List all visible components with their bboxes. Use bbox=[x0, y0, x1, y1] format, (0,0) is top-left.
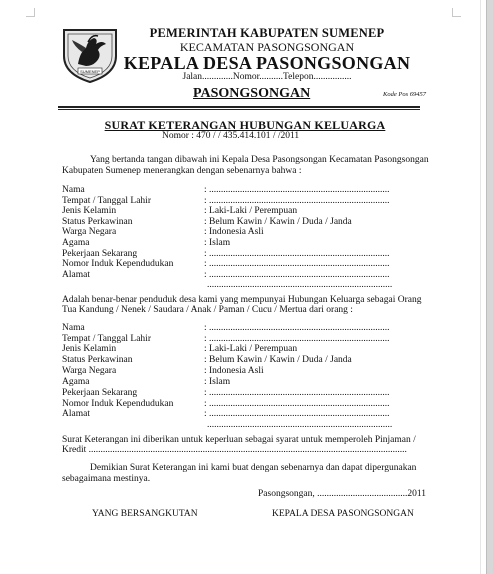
field-label: Nomor Induk Kependudukan bbox=[62, 259, 174, 269]
relation-line-2: Tua Kandung / Nenek / Saudara / Anak / Paman / Cucu / Mertua dari orang : bbox=[62, 305, 353, 315]
field-value: : Indonesia Asli bbox=[204, 227, 264, 237]
field-value: : ............................................................................ bbox=[204, 259, 390, 269]
field-label: Agama bbox=[62, 238, 90, 248]
place-date: Pasongsongan, ......................................2011 bbox=[258, 489, 427, 499]
field-label: Agama bbox=[62, 377, 90, 387]
letter-number: Nomor : 470 / / 435.414.101 / /2011 bbox=[162, 131, 300, 141]
field-value: : Laki-Laki / Perempuan bbox=[204, 344, 298, 354]
page-right-edge bbox=[486, 0, 493, 574]
field-label: Alamat bbox=[62, 409, 90, 419]
field-value: : ............................................................................ bbox=[204, 249, 390, 259]
field-value: : Islam bbox=[204, 377, 231, 387]
field-label: Tempat / Tanggal Lahir bbox=[62, 334, 151, 344]
field-value: : ............................................................................ bbox=[204, 388, 390, 398]
field-value: : Indonesia Asli bbox=[204, 366, 264, 376]
field-label: Tempat / Tanggal Lahir bbox=[62, 196, 151, 206]
letterhead-rule-thin bbox=[58, 109, 420, 110]
field-label: Pekerjaan Sekarang bbox=[62, 388, 138, 398]
letterhead-rule-thick bbox=[58, 106, 420, 108]
field-label: Alamat bbox=[62, 270, 90, 280]
field-label: Nama bbox=[62, 185, 85, 195]
margin-corner-mark bbox=[26, 8, 35, 17]
field-value: : Belum Kawin / Kawin / Duda / Janda bbox=[204, 355, 352, 365]
field-value: : Laki-Laki / Perempuan bbox=[204, 206, 298, 216]
closing-line-1: Demikian Surat Keterangan ini kami buat dengan sebenarnya dan dapat dipergunakan bbox=[90, 463, 417, 473]
purpose-line-2: Kredit ...................................................................................................................................... bbox=[62, 445, 407, 455]
field-value: : Belum Kawin / Kawin / Duda / Janda bbox=[204, 217, 352, 227]
intro-line-2: Kabupaten Sumenep menerangkan dengan sebenarnya bahwa : bbox=[62, 166, 302, 176]
letterhead-government: PEMERINTAH KABUPATEN SUMENEP bbox=[149, 26, 385, 40]
field-label: Status Perkawinan bbox=[62, 217, 133, 227]
field-value: : ............................................................................ bbox=[204, 270, 390, 280]
field-label: Warga Negara bbox=[62, 366, 117, 376]
closing-line-2: sebagaimana mestinya. bbox=[62, 474, 151, 484]
address-continuation: .............................................................................. bbox=[207, 280, 393, 290]
intro-line-1: Yang bertanda tangan dibawah ini Kepala Desa Pasongsongan Kecamatan Pasongsongan bbox=[90, 155, 429, 165]
field-label: Nomor Induk Kependudukan bbox=[62, 399, 174, 409]
field-value: : ............................................................................ bbox=[204, 323, 390, 333]
address-continuation: .............................................................................. bbox=[207, 420, 393, 430]
margin-corner-mark bbox=[452, 8, 461, 17]
field-value: : ............................................................................ bbox=[204, 409, 390, 419]
field-label: Jenis Kelamin bbox=[62, 344, 117, 354]
field-label: Nama bbox=[62, 323, 85, 333]
field-label: Pekerjaan Sekarang bbox=[62, 249, 138, 259]
letterhead-district: KECAMATAN PASONGSONGAN bbox=[179, 40, 355, 54]
field-value: : ............................................................................ bbox=[204, 399, 390, 409]
letterhead-village: PASONGSONGAN bbox=[193, 86, 311, 101]
field-value: : ............................................................................ bbox=[204, 185, 390, 195]
letterhead-office: KEPALA DESA PASONGSONGAN bbox=[123, 53, 411, 73]
signature-left-label: YANG BERSANGKUTAN bbox=[92, 509, 198, 519]
logo-caption: SUMENEP bbox=[80, 68, 100, 74]
field-label: Status Perkawinan bbox=[62, 355, 133, 365]
field-label: Jenis Kelamin bbox=[62, 206, 117, 216]
regency-emblem-logo bbox=[58, 26, 122, 84]
field-value: : ............................................................................ bbox=[204, 196, 390, 206]
postal-code: Kode Pos 69457 bbox=[383, 91, 426, 98]
page-shadow-line bbox=[480, 0, 481, 574]
letter-title: SURAT KETERANGAN HUBUNGAN KELUARGA bbox=[104, 118, 386, 132]
signature-right-label: KEPALA DESA PASONGSONGAN bbox=[272, 509, 414, 519]
letterhead-address: Jalan.............Nomor..........Telepon................ bbox=[182, 72, 352, 82]
field-value: : Islam bbox=[204, 238, 231, 248]
field-value: : ............................................................................ bbox=[204, 334, 390, 344]
purpose-line-1: Surat Keterangan ini diberikan untuk keperluan sebagai syarat untuk memperoleh Pinjaman / bbox=[62, 435, 416, 445]
field-label: Warga Negara bbox=[62, 227, 117, 237]
relation-line-1: Adalah benar-benar penduduk desa kami yang mempunyai Hubungan Keluarga sebagai Orang bbox=[62, 295, 422, 305]
